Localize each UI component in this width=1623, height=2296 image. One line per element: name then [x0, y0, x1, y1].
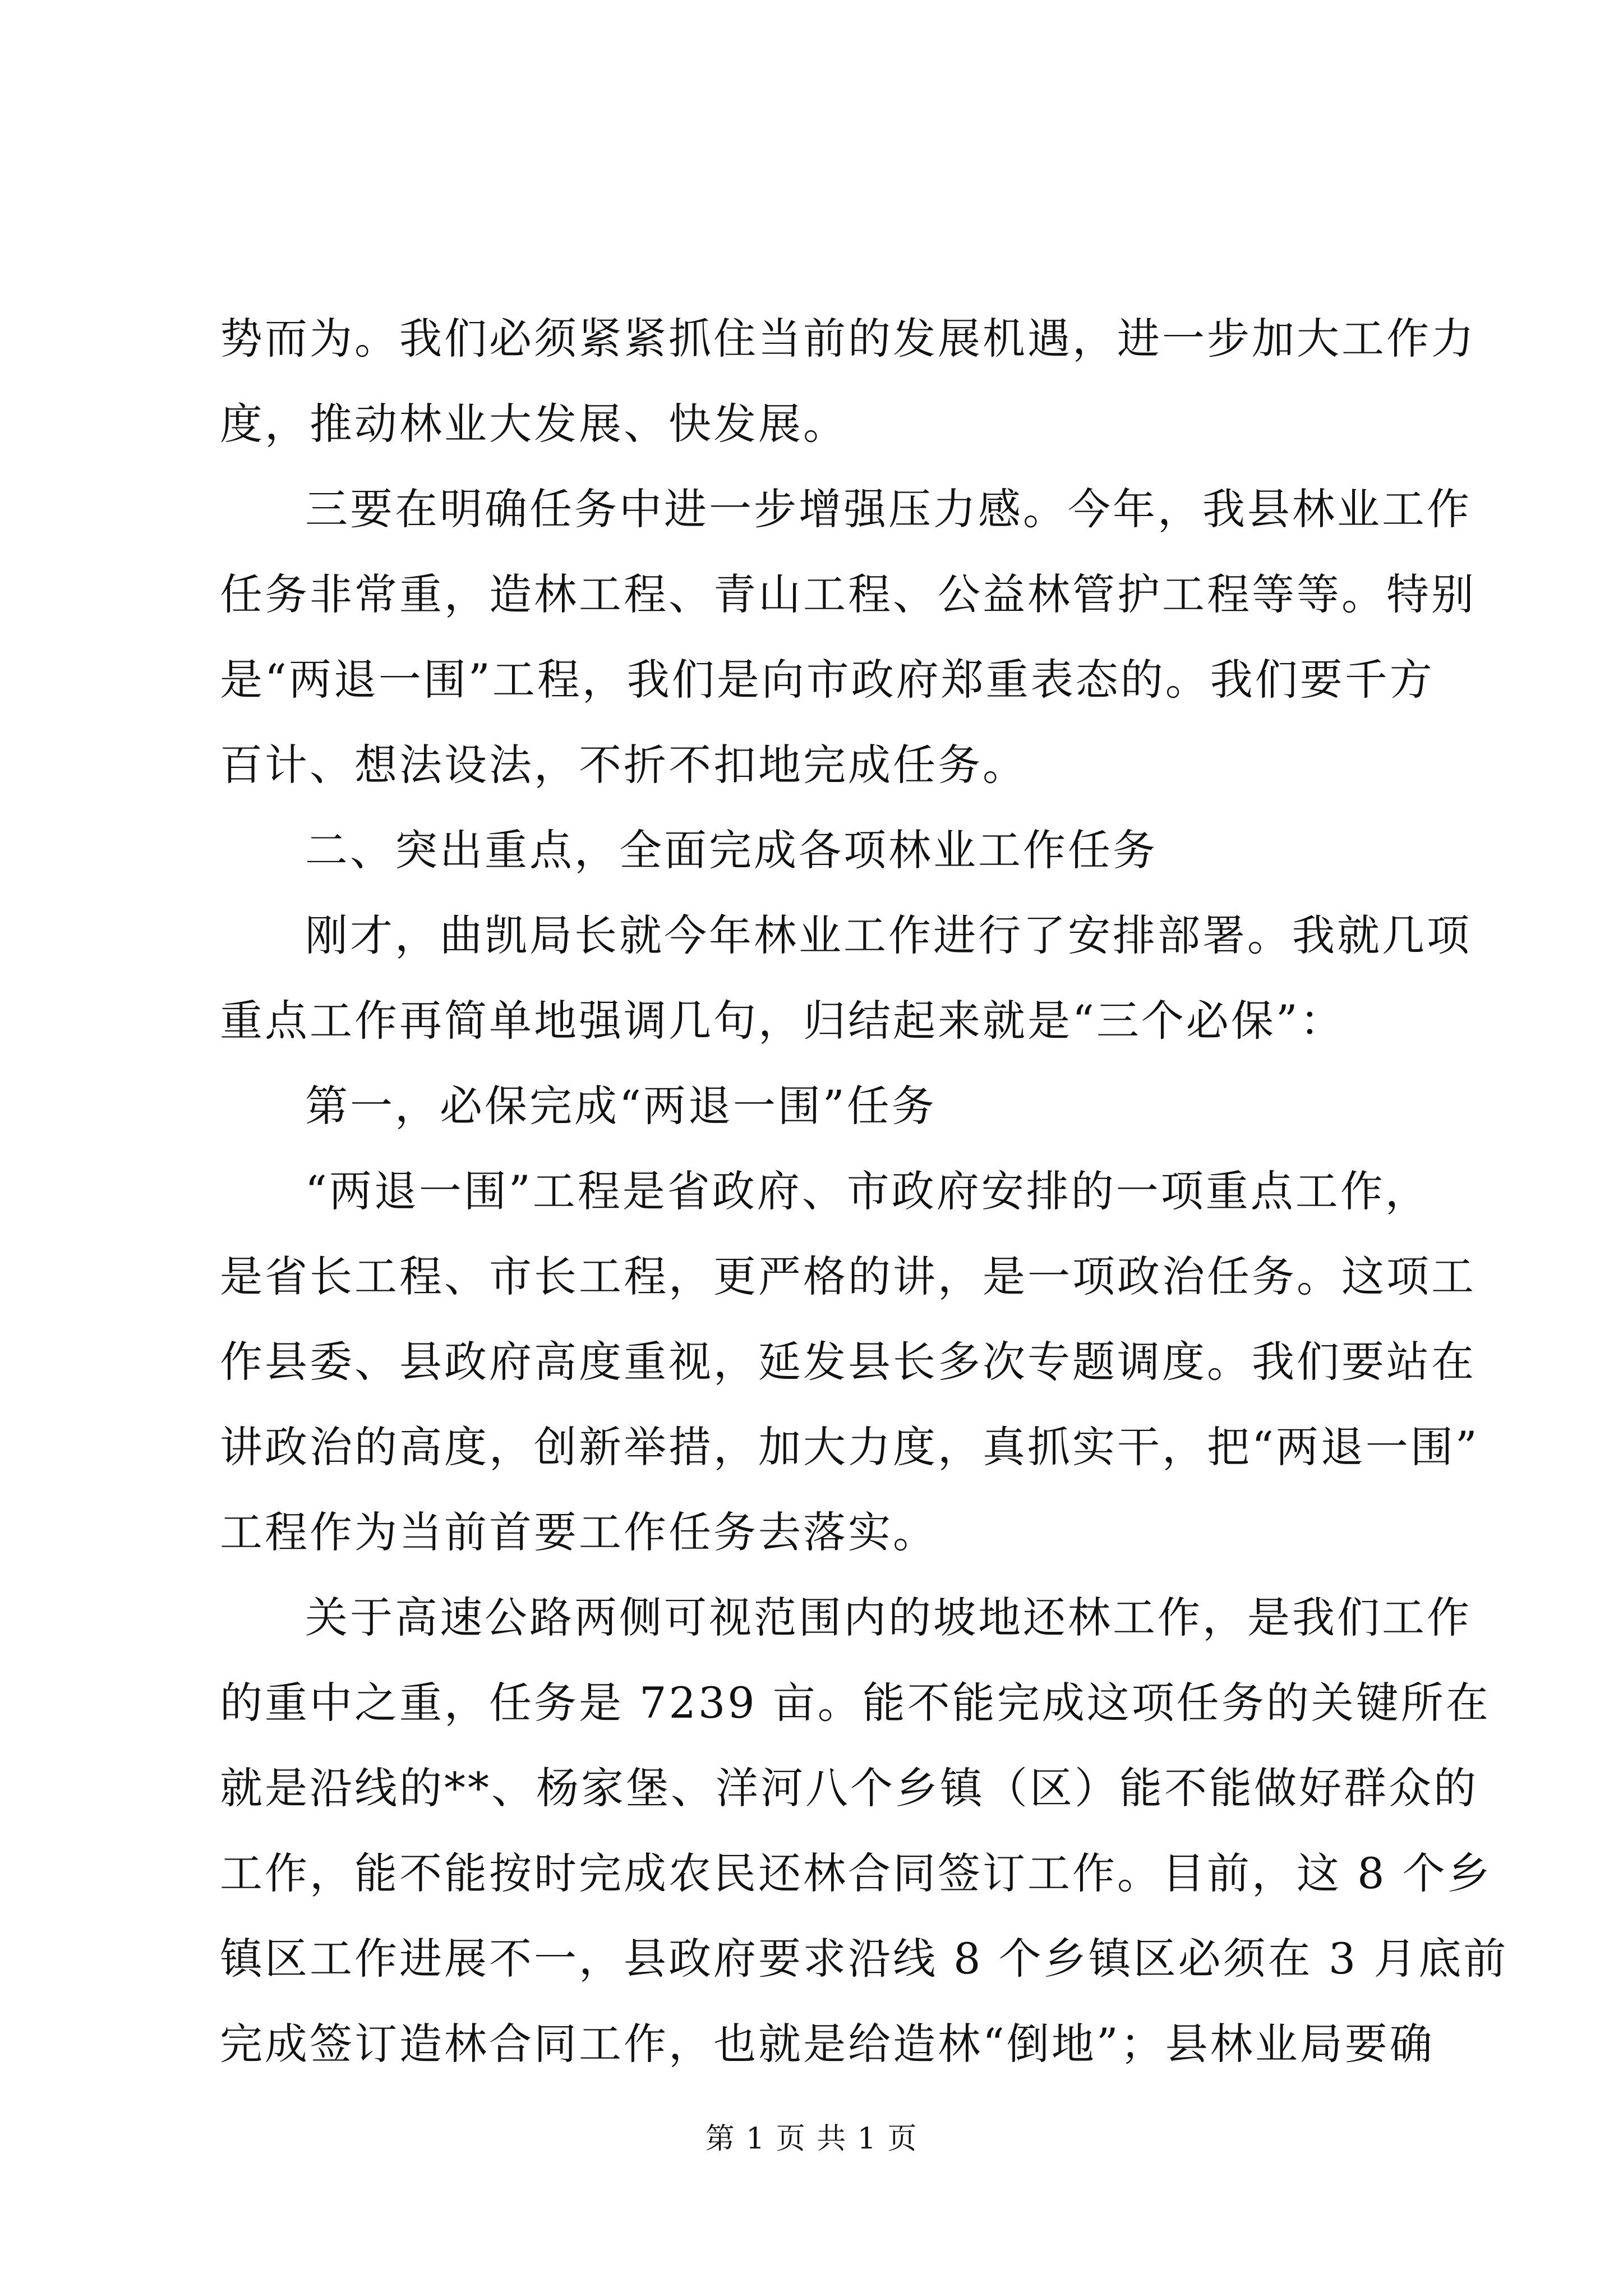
text-line: 任务非常重，造林工程、青山工程、公益林管护工程等等。特别	[220, 569, 1476, 619]
text-line: 是省长工程、市长工程，更严格的讲，是一项政治任务。这项工	[220, 1251, 1476, 1301]
text-line: 第一，必保完成“两退一围”任务	[305, 1081, 937, 1131]
text-line: 镇区工作进展不一，县政府要求沿线 8 个乡镇区必须在 3 月底前	[220, 1934, 1509, 1984]
text-line: 势而为。我们必须紧紧抓住当前的发展机遇，进一步加大工作力	[220, 314, 1476, 364]
text-line: 重点工作再简单地强调几句，归结起来就是“三个必保”：	[220, 996, 1345, 1046]
text-line: 度，推动林业大发展、快发展。	[220, 399, 848, 449]
paragraph	[220, 467, 1476, 808]
paragraph	[220, 1149, 1479, 1575]
text-line: 二、突出重点，全面完成各项林业工作任务	[305, 825, 1158, 875]
paragraph	[220, 1575, 1509, 2087]
paragraph	[220, 296, 1476, 467]
document-body	[220, 296, 1509, 2087]
text-line: 就是沿线的**、杨家堡、洋河八个乡镇（区）能不能做好群众的	[220, 1763, 1478, 1813]
section-heading	[220, 808, 1420, 893]
text-line: 工作，能不能按时完成农民还林合同签订工作。目前，这 8 个乡	[220, 1848, 1492, 1898]
text-line: 关于高速公路两侧可视范围内的坡地还林工作，是我们工作	[305, 1593, 1472, 1642]
text-line: “两退一围”工程是省政府、市政府安排的一项重点工作，	[305, 1166, 1430, 1216]
text-line: 完成签订造林合同工作，也就是给造林“倒地”；县林业局要确	[220, 2019, 1435, 2069]
subsection-heading	[220, 1064, 1420, 1149]
text-line: 三要在明确任务中进一步增强压力感。今年，我县林业工作	[305, 484, 1472, 534]
paragraph	[220, 893, 1472, 1064]
text-line: 是“两退一围”工程，我们是向市政府郑重表态的。我们要千方	[220, 655, 1435, 705]
text-line: 刚才，曲凯局长就今年林业工作进行了安排部署。我就几项	[305, 910, 1472, 960]
page-number-footer: 第 1 页 共 1 页	[705, 2122, 918, 2156]
text-line: 百计、想法设法，不折不扣地完成任务。	[220, 740, 1027, 790]
text-line: 的重中之重，任务是 7239 亩。能不能完成这项任务的关键所在	[220, 1678, 1491, 1728]
text-line: 讲政治的高度，创新举措，加大力度，真抓实干，把“两退一围”	[220, 1422, 1479, 1472]
text-line: 工程作为当前首要工作任务去落实。	[220, 1507, 938, 1557]
text-line: 作县委、县政府高度重视，延发县长多次专题调度。我们要站在	[220, 1337, 1476, 1387]
